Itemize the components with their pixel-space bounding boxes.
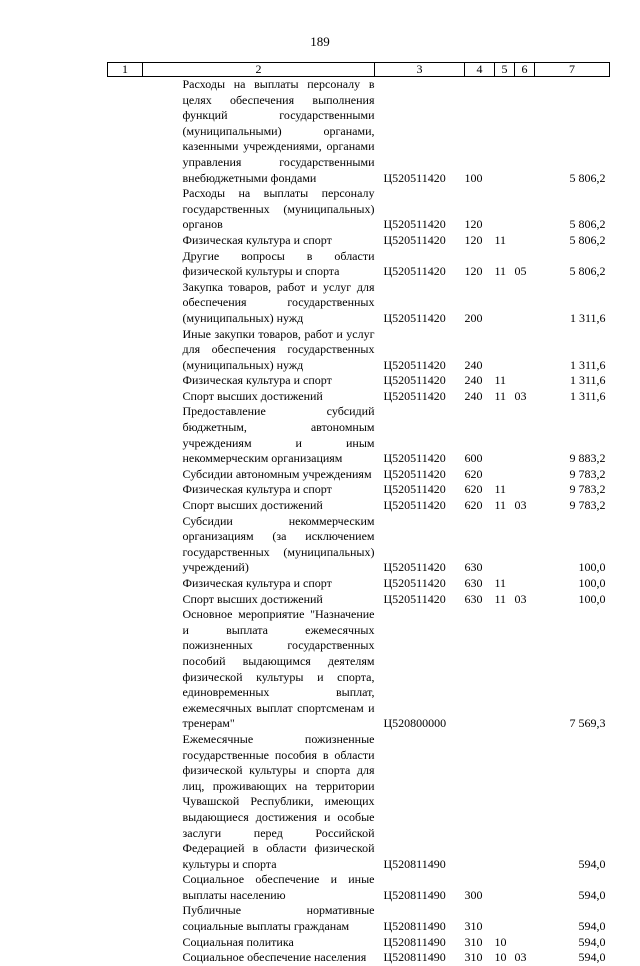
section: 10 bbox=[494, 934, 507, 949]
table-row bbox=[108, 389, 610, 405]
table-row bbox=[108, 935, 610, 951]
subsection bbox=[515, 607, 535, 732]
expense-type: 620 bbox=[464, 466, 483, 481]
target-code: Ц520511420 bbox=[383, 560, 446, 575]
item-name: Физическая культура и спорт bbox=[182, 576, 332, 590]
amount: 5 806,2 bbox=[569, 217, 606, 232]
num-cell bbox=[108, 514, 143, 576]
amount: 594,0 bbox=[578, 934, 606, 949]
expense-type: 240 bbox=[464, 388, 483, 403]
table-row bbox=[108, 576, 610, 592]
target-code: Ц520811490 bbox=[383, 950, 446, 965]
subsection: 03 bbox=[514, 591, 527, 606]
target-code: Ц520511420 bbox=[383, 388, 446, 403]
expense-type: 630 bbox=[464, 591, 483, 606]
num-cell bbox=[108, 186, 143, 233]
num-cell bbox=[108, 280, 143, 327]
target-code: Ц520511420 bbox=[383, 466, 446, 481]
amount: 5 806,2 bbox=[569, 170, 606, 185]
table-row bbox=[108, 249, 610, 280]
num-cell bbox=[108, 935, 143, 951]
expense-type: 310 bbox=[464, 934, 483, 949]
amount: 1 311,6 bbox=[569, 310, 606, 325]
amount: 100,0 bbox=[578, 560, 606, 575]
table-row bbox=[108, 186, 610, 233]
amount: 100,0 bbox=[578, 591, 606, 606]
target-code: Ц520511420 bbox=[383, 498, 446, 513]
table-row bbox=[108, 373, 610, 389]
target-code: Ц520511420 bbox=[383, 170, 446, 185]
table-row bbox=[108, 482, 610, 498]
subsection bbox=[515, 327, 535, 374]
table-row bbox=[108, 77, 610, 187]
target-code: Ц520511420 bbox=[383, 217, 446, 232]
num-cell bbox=[108, 482, 143, 498]
column-header-3: 3 bbox=[375, 63, 465, 77]
item-name: Основное мероприятие "Назначение и выплата ежемесячных пожизненных государственных пособий выдающимся деятелям физической культуры и спорта, единовременных выплат, ежемесячных выплат спортсменам и тренерам" bbox=[182, 607, 375, 731]
expense-type: 120 bbox=[464, 217, 483, 232]
target-code: Ц520511420 bbox=[383, 451, 446, 466]
num-cell bbox=[108, 872, 143, 903]
table-row bbox=[108, 732, 610, 872]
section bbox=[495, 872, 515, 903]
table-row bbox=[108, 327, 610, 374]
num-cell bbox=[108, 950, 143, 966]
subsection bbox=[515, 77, 535, 187]
expense-type: 240 bbox=[464, 373, 483, 388]
section: 11 bbox=[494, 232, 507, 247]
item-name: Физическая культура и спорт bbox=[182, 373, 332, 388]
expense-type: 630 bbox=[464, 576, 483, 590]
section: 11 bbox=[494, 591, 507, 606]
expense-type: 120 bbox=[464, 264, 483, 279]
target-code: Ц520511420 bbox=[383, 232, 446, 247]
table-row bbox=[108, 903, 610, 934]
subsection: 03 bbox=[514, 498, 527, 513]
expense-type: 600 bbox=[464, 451, 483, 466]
section: 10 bbox=[494, 950, 507, 965]
item-name: Субсидии некоммерческим организациям (за исключением государственных (муниципальных) учреждений) bbox=[182, 513, 375, 575]
expense-type bbox=[465, 607, 495, 732]
item-name: Публичные нормативные социальные выплаты гражданам bbox=[182, 903, 375, 934]
column-header-4: 4 bbox=[465, 63, 495, 77]
amount: 1 311,6 bbox=[569, 373, 606, 388]
column-header-7: 7 bbox=[535, 63, 610, 77]
item-name: Расходы на выплаты персоналу в целях обеспечения выполнения функций государственными (муниципальными) органами, казенными учреждениями, органами управления государственными внебюджетными фондами bbox=[182, 77, 375, 185]
table-row bbox=[108, 592, 610, 608]
num-cell bbox=[108, 373, 143, 389]
subsection bbox=[515, 186, 535, 233]
amount: 9 783,2 bbox=[569, 498, 606, 513]
amount: 1 311,6 bbox=[569, 357, 606, 372]
table-row bbox=[108, 280, 610, 327]
target-code: Ц520811490 bbox=[383, 919, 446, 934]
section: 11 bbox=[494, 373, 507, 388]
amount: 594,0 bbox=[578, 919, 606, 934]
subsection bbox=[515, 467, 535, 483]
num-cell bbox=[108, 592, 143, 608]
expense-type: 300 bbox=[464, 887, 483, 902]
expense-type: 240 bbox=[464, 357, 483, 372]
item-name: Субсидии автономным учреждениям bbox=[182, 466, 372, 481]
section bbox=[495, 514, 515, 576]
item-name: Спорт высших достижений bbox=[182, 498, 323, 513]
amount: 9 783,2 bbox=[569, 466, 606, 481]
table-row bbox=[108, 607, 610, 732]
expense-type: 200 bbox=[464, 310, 483, 325]
table-body bbox=[108, 77, 610, 966]
item-name: Закупка товаров, работ и услуг для обеспечения государственных (муниципальных) нужд bbox=[182, 279, 375, 325]
table-header-row bbox=[108, 63, 610, 77]
expense-type: 120 bbox=[464, 232, 483, 247]
amount: 5 806,2 bbox=[569, 264, 606, 279]
subsection bbox=[515, 233, 535, 249]
table-row bbox=[108, 498, 610, 514]
section bbox=[495, 467, 515, 483]
item-name: Спорт высших достижений bbox=[182, 591, 323, 606]
num-cell bbox=[108, 467, 143, 483]
num-cell bbox=[108, 249, 143, 280]
expense-type bbox=[465, 732, 495, 872]
expense-type: 310 bbox=[464, 950, 483, 965]
amount: 1 311,6 bbox=[569, 388, 606, 403]
item-name: Физическая культура и спорт bbox=[182, 232, 332, 247]
table-row bbox=[108, 467, 610, 483]
subsection bbox=[515, 935, 535, 951]
target-code: Ц520511420 bbox=[383, 373, 446, 388]
table-row bbox=[108, 404, 610, 466]
num-cell bbox=[108, 327, 143, 374]
amount: 9 783,2 bbox=[569, 482, 606, 497]
subsection bbox=[515, 872, 535, 903]
expense-type: 630 bbox=[464, 560, 483, 575]
target-code: Ц520511420 bbox=[383, 482, 446, 497]
subsection: 03 bbox=[514, 388, 527, 403]
subsection: 05 bbox=[514, 264, 527, 279]
item-name: Социальное обеспечение и иные выплаты населению bbox=[182, 872, 375, 902]
amount: 594,0 bbox=[578, 887, 606, 902]
target-code: Ц520511420 bbox=[383, 576, 446, 590]
budget-table bbox=[107, 62, 610, 966]
expense-type: 620 bbox=[464, 482, 483, 497]
num-cell bbox=[108, 732, 143, 872]
item-name: Спорт высших достижений bbox=[182, 388, 323, 403]
column-header-5: 5 bbox=[495, 63, 515, 77]
section: 11 bbox=[494, 498, 507, 513]
section bbox=[495, 77, 515, 187]
target-code: Ц520511420 bbox=[383, 310, 446, 325]
num-cell bbox=[108, 498, 143, 514]
subsection: 03 bbox=[514, 950, 527, 965]
num-cell bbox=[108, 389, 143, 405]
column-header-1: 1 bbox=[108, 63, 143, 77]
num-cell bbox=[108, 903, 143, 934]
target-code: Ц520800000 bbox=[383, 716, 447, 731]
subsection bbox=[515, 576, 535, 592]
expense-type: 310 bbox=[464, 919, 483, 934]
table-row bbox=[108, 233, 610, 249]
item-name: Социальное обеспечение населения bbox=[182, 950, 367, 965]
section bbox=[495, 607, 515, 732]
num-cell bbox=[108, 233, 143, 249]
num-cell bbox=[108, 576, 143, 592]
item-name: Физическая культура и спорт bbox=[182, 482, 332, 497]
target-code: Ц520511420 bbox=[383, 591, 446, 606]
subsection bbox=[515, 373, 535, 389]
section bbox=[495, 280, 515, 327]
column-header-6: 6 bbox=[515, 63, 535, 77]
table-row bbox=[108, 514, 610, 576]
section bbox=[495, 903, 515, 934]
amount: 5 806,2 bbox=[569, 232, 606, 247]
subsection bbox=[515, 280, 535, 327]
target-code: Ц520811490 bbox=[383, 856, 446, 871]
item-name: Иные закупки товаров, работ и услуг для обеспечения государственных (муниципальных) нужд bbox=[182, 326, 375, 372]
amount: 594,0 bbox=[578, 856, 606, 871]
section: 11 bbox=[494, 388, 507, 403]
expense-type: 100 bbox=[464, 170, 483, 185]
num-cell bbox=[108, 607, 143, 732]
item-name: Социальная политика bbox=[182, 934, 294, 949]
section: 11 bbox=[494, 482, 507, 497]
section bbox=[495, 186, 515, 233]
item-name: Другие вопросы в области физической культуры и спорта bbox=[182, 248, 375, 279]
table-row bbox=[108, 872, 610, 903]
section: 11 bbox=[494, 576, 507, 590]
section bbox=[495, 327, 515, 374]
subsection bbox=[515, 514, 535, 576]
subsection bbox=[515, 482, 535, 498]
section bbox=[495, 732, 515, 872]
expense-type: 620 bbox=[464, 498, 483, 513]
target-code: Ц520511420 bbox=[383, 357, 446, 372]
table-row bbox=[108, 950, 610, 966]
section bbox=[495, 404, 515, 466]
amount: 100,0 bbox=[578, 576, 606, 590]
target-code: Ц520811490 bbox=[383, 934, 446, 949]
amount: 9 883,2 bbox=[569, 451, 606, 466]
page-number: 189 bbox=[310, 34, 330, 49]
section: 11 bbox=[494, 264, 507, 279]
target-code: Ц520811490 bbox=[383, 887, 446, 902]
num-cell bbox=[108, 77, 143, 187]
target-code: Ц520511420 bbox=[383, 264, 446, 279]
amount: 7 569,3 bbox=[569, 716, 606, 731]
item-name: Ежемесячные пожизненные государственные пособия в области физической культуры и спорта для лиц, проживающих на территории Чувашской Республики, имеющих выдающиеся достижения и особые заслуги перед Российской Федерацией в области физической культуры и спорта bbox=[182, 731, 375, 871]
item-name: Расходы на выплаты персоналу государственных (муниципальных) органов bbox=[182, 186, 375, 232]
item-name: Предоставление субсидий бюджетным, автономным учреждениям и иным некоммерческим организациям bbox=[182, 404, 375, 466]
amount: 594,0 bbox=[578, 950, 606, 965]
subsection bbox=[515, 903, 535, 934]
column-header-2: 2 bbox=[143, 63, 375, 77]
subsection bbox=[515, 404, 535, 466]
subsection bbox=[515, 732, 535, 872]
num-cell bbox=[108, 404, 143, 466]
